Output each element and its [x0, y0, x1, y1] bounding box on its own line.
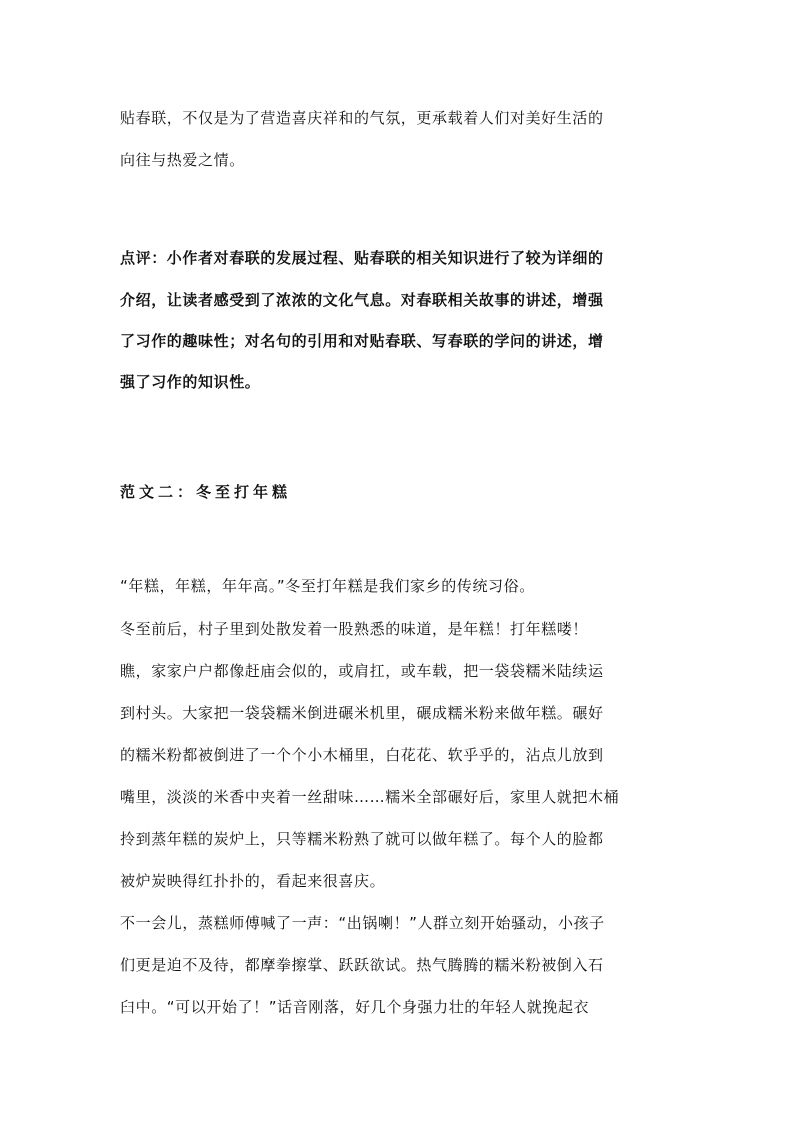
essay-line-11: 臼中。“可以开始了！”话音刚落，好几个身强力壮的年轻人就挽起衣: [120, 998, 590, 1016]
essay-line-8: 被炉炭映得红扑扑的，看起来很喜庆。: [120, 872, 386, 890]
essay-line-7: 拎到蒸年糕的炭炉上，只等糯米粉熟了就可以做年糕了。每个人的脸都: [120, 830, 604, 848]
essay-line-2: 冬至前后，村子里到处散发着一股熟悉的味道，是年糕！打年糕喽！: [120, 620, 589, 638]
intro-line-2: 向往与热爱之情。: [120, 151, 245, 169]
intro-line-1: 贴春联，不仅是为了营造喜庆祥和的气氛，更承载着人们对美好生活的: [120, 109, 604, 127]
essay-line-1: “年糕，年糕，年年高。”冬至打年糕是我们家乡的传统习俗。: [120, 577, 535, 595]
essay-line-4: 到村头。大家把一袋袋糯米倒进碾米机里，碾成糯米粉来做年糕。碾好: [120, 704, 604, 722]
comment-line-4: 强了习作的知识性。: [120, 373, 261, 391]
essay-line-6: 嘴里，淡淡的米香中夹着一丝甜味……糯米全部碾好后，家里人就把木桶: [120, 788, 620, 806]
comment-line-3: 了习作的趣味性；对名句的引用和对贴春联、写春联的学问的讲述，增: [120, 332, 604, 350]
comment-line-2: 介绍，让读者感受到了浓浓的文化气息。对春联相关故事的讲述，增强: [120, 291, 604, 309]
essay-line-3: 瞧，家家户户都像赶庙会似的，或肩扛，或车载，把一袋袋糯米陆续运: [120, 662, 604, 680]
comment-line-1: 点评：小作者对春联的发展过程、贴春联的相关知识进行了较为详细的: [120, 249, 604, 267]
essay-line-5: 的糯米粉都被倒进了一个个小木桶里，白花花、软乎乎的，沾点儿放到: [120, 746, 604, 764]
essay-line-10: 们更是迫不及待，都摩拳擦掌、跃跃欲试。热气腾腾的糯米粉被倒入石: [120, 956, 604, 974]
essay-line-9: 不一会儿，蒸糕师傅喊了一声：“出锅喇！”人群立刻开始骚动，小孩子: [120, 914, 605, 932]
section-title: 范文二：冬至打年糕: [120, 483, 292, 501]
